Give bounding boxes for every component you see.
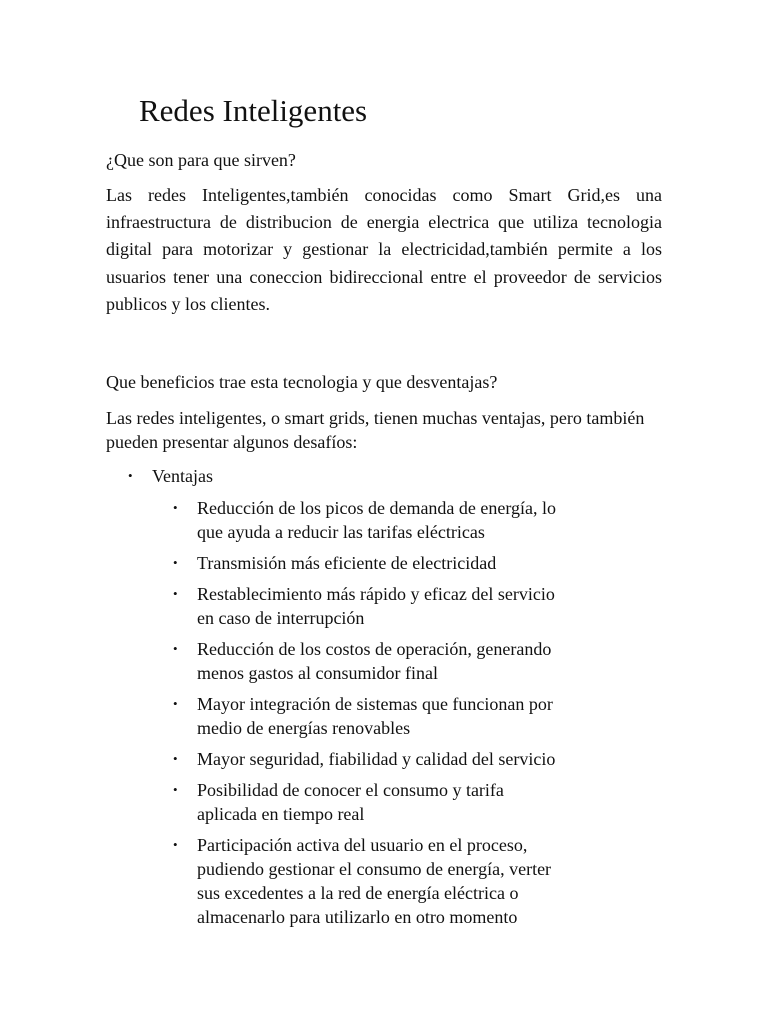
bullet-icon: •	[173, 837, 178, 852]
bullet-icon: •	[173, 696, 178, 711]
list-item-text: Reducción de los picos de demanda de energía, lo que ayuda a reducir las tarifas eléctricas	[197, 498, 557, 542]
list-item-text: Mayor integración de sistemas que funcionan por medio de energías renovables	[197, 694, 553, 738]
list-item	[106, 637, 567, 685]
bullet-icon: •	[173, 586, 178, 601]
advantages-heading: Ventajas	[152, 466, 213, 486]
advantages-list	[106, 464, 662, 936]
question-what-are-they: ¿Que son para que sirven?	[106, 150, 296, 170]
benefits-intro-paragraph: Las redes inteligentes, o smart grids, tienen muchas ventajas, pero también pueden presentar algunos desafíos:	[106, 408, 645, 452]
bullet-icon: •	[128, 468, 133, 483]
list-item-text: Restablecimiento más rápido y eficaz del servicio en caso de interrupción	[197, 584, 555, 628]
list-item	[106, 496, 567, 544]
list-item-text: Posibilidad de conocer el consumo y tarifa aplicada en tiempo real	[197, 780, 504, 824]
bullet-icon: •	[173, 641, 178, 656]
list-item-text: Transmisión más eficiente de electricidad	[197, 553, 497, 573]
bullet-icon: •	[173, 751, 178, 766]
question-benefits: Que beneficios trae esta tecnologia y que desventajas?	[106, 372, 498, 392]
list-item	[106, 551, 567, 575]
list-item	[106, 778, 567, 826]
advantages-list-item	[106, 464, 662, 929]
list-item-text: Participación activa del usuario en el proceso, pudiendo gestionar el consumo de energía, verter sus excedentes a la red de energía eléctrica o almacenarlo para utilizarlo en otro momento	[197, 835, 552, 927]
bullet-icon: •	[173, 555, 178, 570]
list-item	[106, 582, 567, 630]
list-item-text: Reducción de los costos de operación, generando menos gastos al consumidor final	[197, 639, 552, 683]
list-item-text: Mayor seguridad, fiabilidad y calidad del servicio	[197, 749, 556, 769]
bullet-icon: •	[173, 782, 178, 797]
advantages-sublist	[106, 496, 662, 929]
list-item	[106, 833, 567, 929]
list-item	[106, 692, 567, 740]
definition-paragraph: Las redes Inteligentes,también conocidas como Smart Grid,es una infraestructura de distribucion de energia electrica que utiliza tecnologia digital para motorizar y gestionar la electricidad,también permite a los usuarios tener una coneccion bidireccional entre el proveedor de servicios publicos y los clientes.	[106, 185, 662, 314]
bullet-icon: •	[173, 500, 178, 515]
document-title: Redes Inteligentes	[139, 93, 368, 128]
list-item	[106, 747, 567, 771]
